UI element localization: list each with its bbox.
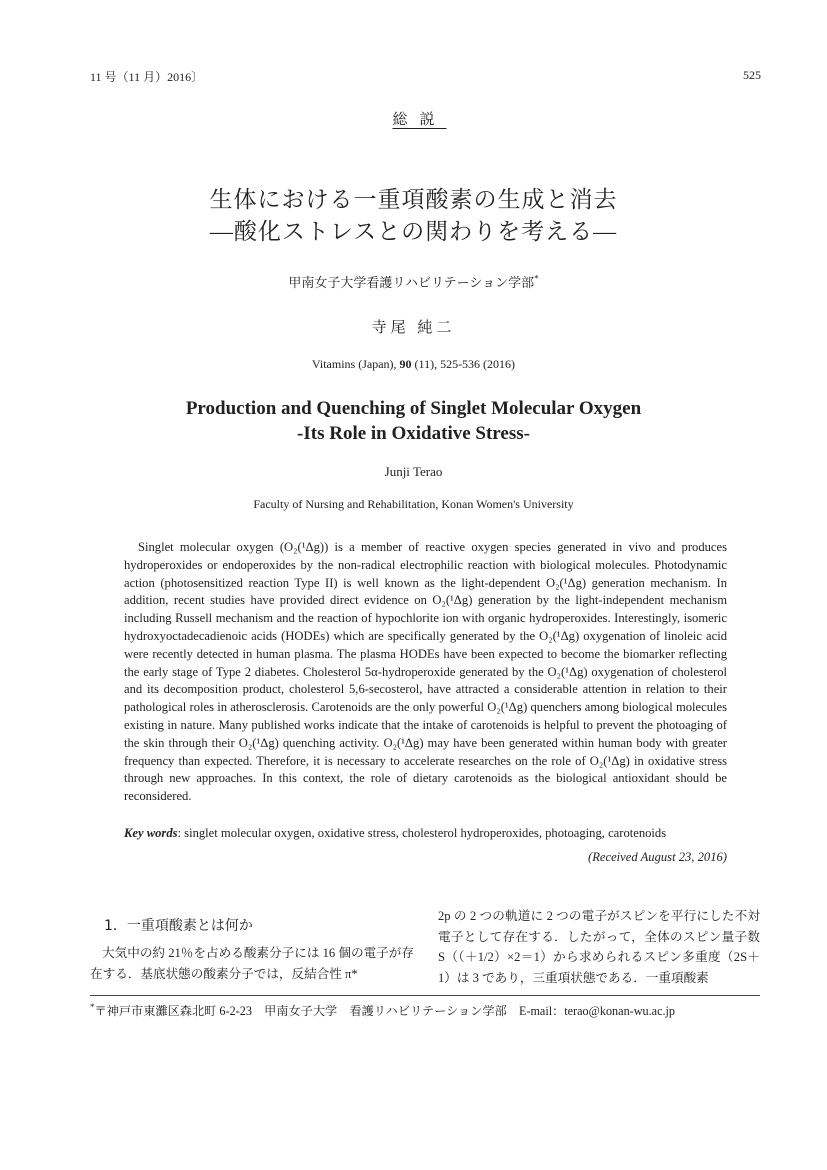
section-label <box>0 108 827 129</box>
section-heading: 1．一重項酸素とは何か <box>104 918 253 934</box>
footnote-divider <box>90 995 760 996</box>
body-text-right: 2p の 2 つの軌道に 2 つの電子がスピンを平行にした不対電子として存在する．したがって，全体のスピン量子数 S（（＋1/2）×2＝1）から求められるスピン多重度（2S＋1）は 3 であり，三重項状態である．一重項酸素 <box>438 909 760 985</box>
keywords <box>124 826 764 841</box>
english-title <box>0 396 827 446</box>
japanese-author: 寺尾 純二 <box>371 320 456 336</box>
japanese-title-line1: 生体における一重項酸素の生成と消去 <box>209 187 618 212</box>
citation <box>0 357 827 372</box>
japanese-affiliation-text: 甲南女子大学看護リハビリテーション学部 <box>288 275 535 290</box>
footnote-text: 〒神戸市東灘区森北町 6-2-23 甲南女子大学 看護リハビリテーション学部 E-mail：terao@konan-wu.ac.jp <box>94 1004 676 1019</box>
japanese-affiliation <box>0 272 827 291</box>
journal-issue: 11 号（11 月）2016〕 <box>90 70 204 84</box>
english-title-line2: -Its Role in Oxidative Stress- <box>297 423 530 444</box>
keywords-label: Key words <box>124 826 178 840</box>
keywords-text: : singlet molecular oxygen, oxidative stress, cholesterol hydroperoxides, photoaging, carotenoids <box>177 826 667 840</box>
citation-volume: 90 <box>399 357 412 371</box>
abstract: Singlet molecular oxygen (O₂(¹Δg)) is a member of reactive oxygen species generated in vivo and produces hydroperoxides or endoperoxides by the non-radical electrophilic reaction with biological molecules. Photodynamic action (photosensitized reaction Type II) is well known as the light-dependent O₂(¹Δg) generation mechanism. In addition, recent studies have provided direct evidence on O₂(¹Δg) generation by the light-independent mechanism including Russell mechanism and the reaction of hypochlorite ion with organic hydroperoxides. Interestingly, isomeric hydroxyoctadecadienoic acids (HODEs) which are specifically generated by the O₂(¹Δg) oxygenation of linoleic acid were recently detected in human plasma. The plasma HODEs have been expected to become the biomarker reflecting the early stage of Type 2 diabetes. Cholesterol 5α-hydroperoxide generated by the O₂(¹Δg) oxygenation of cholesterol and its decomposition product, cholesterol 5,6-secosterol, have attracted a considerable attention in relation to their pathological roles in atherosclerosis. Carotenoids are the only powerful O₂(¹Δg) quenchers among biological molecules existing in nature. Many published works indicate that the intake of carotenoids is helpful to prevent the photoaging of the skin through their O₂(¹Δg) quenching activity. O₂(¹Δg) may have been generated within human body with greater frequency than expected. Therefore, it is necessary to accelerate researches on the role of O₂(¹Δg) in oxidative stress through new approaches. In this context, the role of dietary carotenoids as the biological antioxidant should be reconsidered. <box>124 540 727 804</box>
page-number: 525 <box>743 68 761 82</box>
section-label-text: 総説 <box>392 112 447 128</box>
affiliation-footnote-mark: * <box>534 273 539 284</box>
japanese-title-line2: ―酸化ストレスとの関わりを考える― <box>209 219 618 244</box>
body-column-right <box>438 906 760 988</box>
received-date: (Received August 23, 2016) <box>588 850 727 864</box>
english-title-line1: Production and Quenching of Singlet Molecular Oxygen <box>185 398 642 419</box>
footnote <box>90 1002 675 1019</box>
body-column-left <box>90 915 414 984</box>
english-affiliation: Faculty of Nursing and Rehabilitation, Konan Women's University <box>253 497 574 511</box>
japanese-title <box>0 184 827 248</box>
english-author: Junji Terao <box>384 464 443 479</box>
body-text-left: 大気中の約 21％を占める酸素分子には 16 個の電子が存在する．基底状態の酸素分子では，反結合性 π* <box>90 946 414 981</box>
citation-suffix: (11), 525-536 (2016) <box>411 357 516 371</box>
footnote-mark: * <box>90 1002 95 1012</box>
citation-prefix: Vitamins (Japan), <box>311 357 400 371</box>
